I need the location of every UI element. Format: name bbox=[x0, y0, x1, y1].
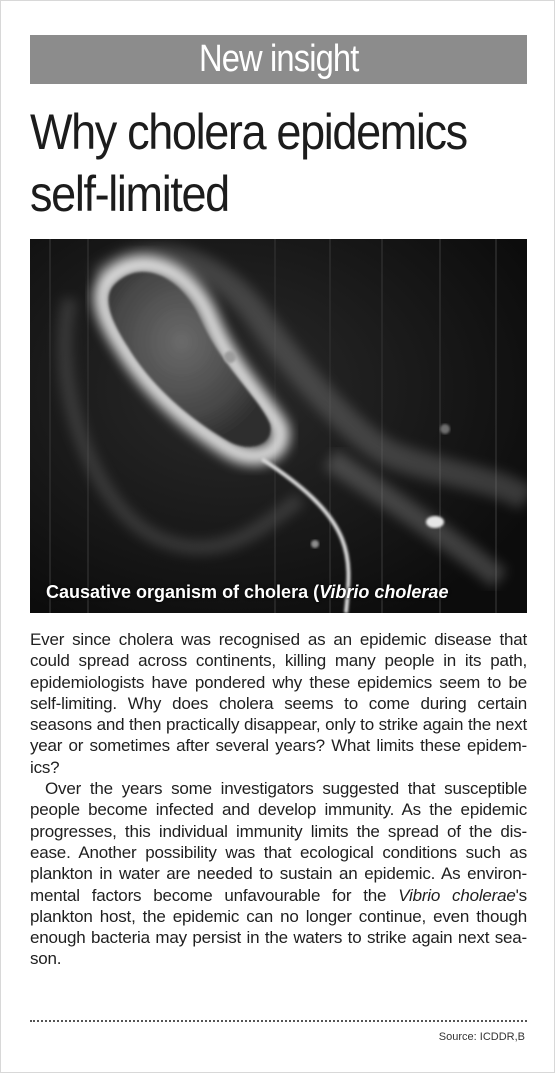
article-paragraph-2 bbox=[30, 778, 527, 970]
dotted-divider bbox=[30, 1020, 527, 1022]
paragraph-2-species: Vibrio cholerae bbox=[398, 885, 516, 905]
source-credit: Source: ICDDR,B bbox=[438, 1031, 525, 1043]
photo-caption bbox=[46, 582, 448, 603]
paragraph-2-text-b: 's plankton host, the epidemic can no longer continue, even though enough bacteria may persist in the waters to strike again next sea-son. bbox=[30, 885, 527, 969]
paragraph-2-text-a: Over the years some investigators suggested that susceptible people become infected and develop immunity. As the epidemic progresses, this individual immunity limits the spread of the dis-ease. Another possibility was that ecological conditions such as plankton in water are needed to sustain an epidemic. As environ-mental factors become unfavourable for the bbox=[30, 779, 527, 905]
headline-line-1: Why cholera epidemics bbox=[30, 104, 467, 160]
vibrio-micrograph-image bbox=[30, 239, 527, 613]
bacterium-photo bbox=[30, 239, 527, 613]
kicker-label: New insight bbox=[198, 38, 359, 80]
caption-species: Vibrio cholerae bbox=[319, 582, 449, 602]
caption-text: Causative organism of cholera ( bbox=[46, 582, 320, 602]
section-kicker bbox=[30, 35, 527, 84]
article-headline bbox=[30, 101, 540, 225]
article-body bbox=[30, 629, 527, 970]
headline-line-2: self-limited bbox=[30, 166, 229, 222]
article-paragraph-1: Ever since cholera was recognised as an epidemic disease that could spread across continents, killing many people in its path, epidemiologists have pondered why these epidemics seem to be self-limiting. Why does cholera seems to come during certain seasons and then practically disappear, only to strike again the next year or sometimes after several years? What limits these epidem-ics? bbox=[30, 630, 527, 777]
